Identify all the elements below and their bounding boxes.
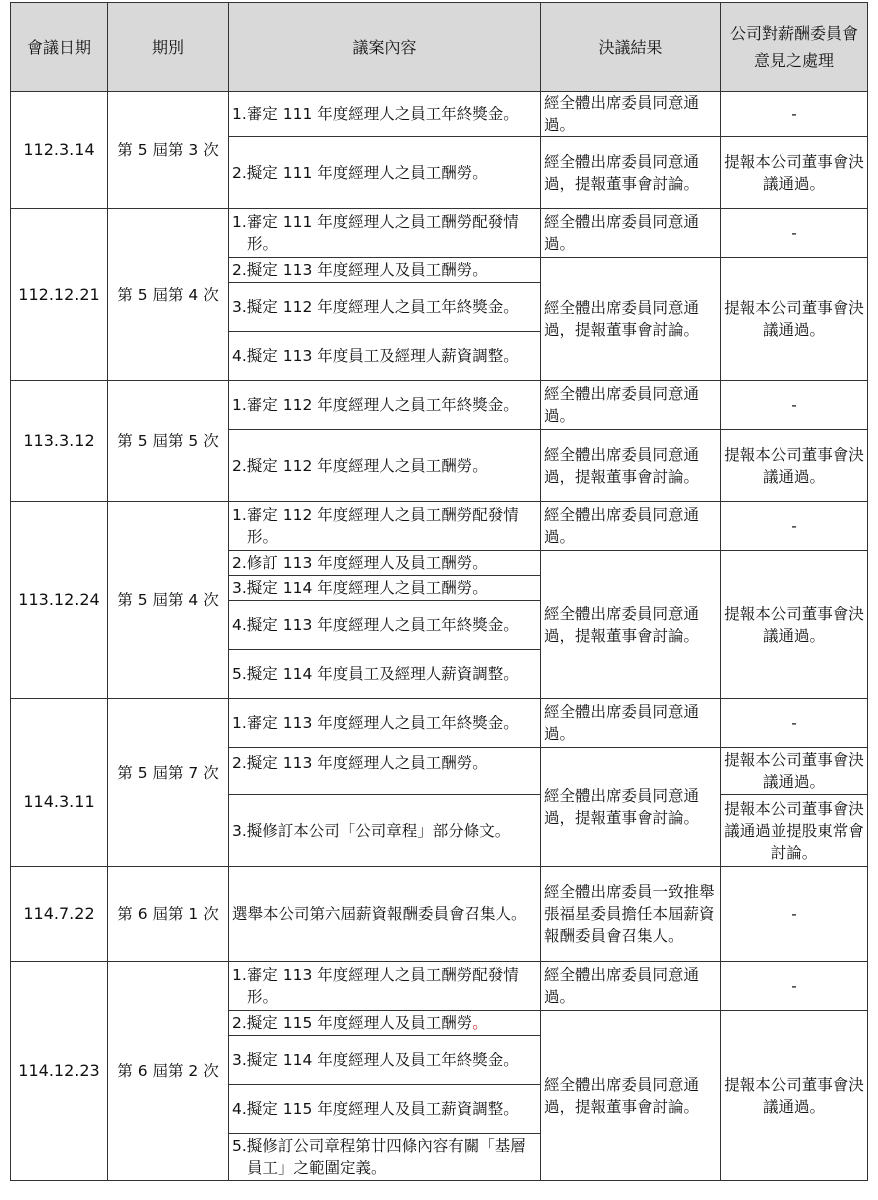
table-row bbox=[11, 209, 868, 258]
proposal-item bbox=[229, 502, 541, 551]
proposal-item bbox=[229, 258, 541, 283]
proposal-item bbox=[229, 748, 541, 795]
proposal-text: 選舉本公司第六屆薪資報酬委員會召集人。 bbox=[232, 905, 527, 923]
proposal-item bbox=[229, 699, 541, 748]
resolution: 經全體出席委員同意通過。 bbox=[541, 92, 721, 137]
header-resolution: 決議結果 bbox=[541, 3, 721, 92]
resolution: 經全體出席委員同意通過。 bbox=[541, 209, 721, 258]
company-handling: - bbox=[721, 699, 868, 748]
company-handling: - bbox=[721, 209, 868, 258]
meeting-term: 第 5 屆第 7 次 bbox=[108, 699, 229, 867]
meeting-term: 第 6 屆第 2 次 bbox=[108, 962, 229, 1181]
proposal-text: 2.擬定 111 年度經理人之員工酬勞。 bbox=[232, 163, 488, 182]
resolution: 經全體出席委員同意通過。 bbox=[541, 502, 721, 551]
proposal-item bbox=[229, 601, 541, 650]
resolution: 經全體出席委員同意通過，提報董事會討論。 bbox=[541, 551, 721, 699]
meeting-date: 114.7.22 bbox=[11, 867, 108, 962]
table-row bbox=[11, 381, 868, 430]
company-handling: - bbox=[721, 381, 868, 430]
company-handling: 提報本公司董事會決議通過並提股東常會討論。 bbox=[721, 795, 868, 867]
meeting-date: 114.12.23 bbox=[11, 962, 108, 1181]
table-row bbox=[11, 699, 868, 748]
resolution: 經全體出席委員同意通過。 bbox=[541, 381, 721, 430]
proposal-item bbox=[229, 1134, 541, 1181]
meeting-date: 112.12.21 bbox=[11, 209, 108, 381]
meeting-date: 113.12.24 bbox=[11, 502, 108, 699]
company-handling: 提報本公司董事會決議通過。 bbox=[721, 137, 868, 209]
company-handling: - bbox=[721, 92, 868, 137]
resolution: 經全體出席委員同意通過，提報董事會討論。 bbox=[541, 1011, 721, 1181]
header-meeting-date: 會議日期 bbox=[11, 3, 108, 92]
meeting-date: 113.3.12 bbox=[11, 381, 108, 502]
proposal-text: 2.修訂 113 年度經理人及員工酬勞。 bbox=[232, 554, 488, 572]
proposal-item bbox=[229, 137, 541, 209]
proposal-item bbox=[229, 332, 541, 381]
proposal-text: 5.擬定 114 年度員工及經理人薪資調整。 bbox=[232, 665, 519, 683]
proposal-text: 4.擬定 113 年度經理人之員工年終獎金。 bbox=[232, 616, 519, 634]
meeting-term: 第 5 屆第 4 次 bbox=[108, 209, 229, 381]
proposal-text: 3.擬修訂本公司「公司章程」部分條文。 bbox=[232, 821, 511, 840]
proposal-text: 1.審定 112 年度經理人之員工酬勞配發情形。 bbox=[232, 506, 519, 546]
company-handling: 提報本公司董事會決議通過。 bbox=[721, 430, 868, 502]
resolution: 經全體出席委員同意通過，提報董事會討論。 bbox=[541, 748, 721, 867]
table-row bbox=[11, 962, 868, 1011]
header-proposal: 議案內容 bbox=[229, 3, 541, 92]
proposal-text: 2.擬定 113 年度經理人及員工酬勞。 bbox=[232, 261, 488, 279]
company-handling: 提報本公司董事會決議通過。 bbox=[721, 748, 868, 795]
proposal-item bbox=[229, 381, 541, 430]
proposal-text: 2.擬定 113 年度經理人之員工酬勞。 bbox=[232, 754, 488, 772]
proposal-text: 3.擬定 114 年度經理人及員工年終獎金。 bbox=[232, 1051, 519, 1069]
proposal-text: 4.擬定 115 年度經理人及員工薪資調整。 bbox=[232, 1100, 519, 1118]
proposal-text: 3.擬定 112 年度經理人之員工年終獎金。 bbox=[232, 298, 519, 316]
proposal-item bbox=[229, 209, 541, 258]
proposal-text: 2.擬定 112 年度經理人之員工酬勞。 bbox=[232, 456, 488, 475]
proposal-text: 1.審定 111 年度經理人之員工酬勞配發情形。 bbox=[232, 213, 519, 253]
proposal-text-highlight: 。 bbox=[472, 1014, 488, 1032]
resolution: 經全體出席委員同意通過，提報董事會討論。 bbox=[541, 430, 721, 502]
company-handling: - bbox=[721, 962, 868, 1011]
proposal-item bbox=[229, 92, 541, 137]
proposal-text bbox=[232, 1012, 536, 1034]
proposal-text: 4.擬定 113 年度員工及經理人薪資調整。 bbox=[232, 347, 519, 365]
company-handling: 提報本公司董事會決議通過。 bbox=[721, 258, 868, 381]
proposal-item bbox=[229, 795, 541, 867]
proposal-item bbox=[229, 551, 541, 576]
proposal-item bbox=[229, 962, 541, 1011]
header-company-handling: 公司對薪酬委員會意見之處理 bbox=[721, 3, 868, 92]
compensation-committee-table bbox=[10, 2, 868, 1181]
header-term: 期別 bbox=[108, 3, 229, 92]
table-row bbox=[11, 502, 868, 551]
compensation-committee-table-wrapper bbox=[10, 2, 867, 1181]
proposal-item bbox=[229, 650, 541, 699]
meeting-term: 第 5 屆第 3 次 bbox=[108, 92, 229, 209]
proposal-item bbox=[229, 1011, 541, 1036]
proposal-text: 1.審定 113 年度經理人之員工酬勞配發情形。 bbox=[232, 966, 519, 1006]
proposal-text: 3.擬定 114 年度經理人之員工酬勞。 bbox=[232, 579, 488, 597]
resolution: 經全體出席委員同意通過，提報董事會討論。 bbox=[541, 258, 721, 381]
proposal-item bbox=[229, 430, 541, 502]
proposal-item bbox=[229, 1085, 541, 1134]
header-row bbox=[11, 3, 868, 92]
proposal-text: 1.審定 112 年度經理人之員工年終獎金。 bbox=[232, 396, 519, 414]
company-handling: - bbox=[721, 502, 868, 551]
proposal-text: 5.擬修訂公司章程第廿四條內容有關「基層員工」之範圍定義。 bbox=[232, 1137, 526, 1177]
proposal-text: 1.審定 113 年度經理人之員工年終獎金。 bbox=[232, 714, 519, 732]
meeting-term: 第 5 屆第 4 次 bbox=[108, 502, 229, 699]
proposal-item bbox=[229, 283, 541, 332]
table-row bbox=[11, 92, 868, 137]
proposal-item bbox=[229, 1036, 541, 1085]
proposal-text-main: 2.擬定 115 年度經理人及員工酬勞 bbox=[232, 1014, 473, 1032]
meeting-date: 114.3.11 bbox=[11, 699, 108, 867]
resolution: 經全體出席委員同意通過。 bbox=[541, 962, 721, 1011]
meeting-term: 第 6 屆第 1 次 bbox=[108, 867, 229, 962]
company-handling: 提報本公司董事會決議通過。 bbox=[721, 1011, 868, 1181]
company-handling: - bbox=[721, 867, 868, 962]
resolution: 經全體出席委員同意通過。 bbox=[541, 699, 721, 748]
resolution: 經全體出席委員一致推舉張福星委員擔任本屆薪資報酬委員會召集人。 bbox=[541, 867, 721, 962]
company-handling: 提報本公司董事會決議通過。 bbox=[721, 551, 868, 699]
meeting-date: 112.3.14 bbox=[11, 92, 108, 209]
proposal-text: 1.審定 111 年度經理人之員工年終獎金。 bbox=[232, 105, 519, 123]
table-row bbox=[11, 867, 868, 962]
proposal-item bbox=[229, 576, 541, 601]
meeting-term: 第 5 屆第 5 次 bbox=[108, 381, 229, 502]
proposal-item bbox=[229, 867, 541, 962]
resolution: 經全體出席委員同意通過，提報董事會討論。 bbox=[541, 137, 721, 209]
